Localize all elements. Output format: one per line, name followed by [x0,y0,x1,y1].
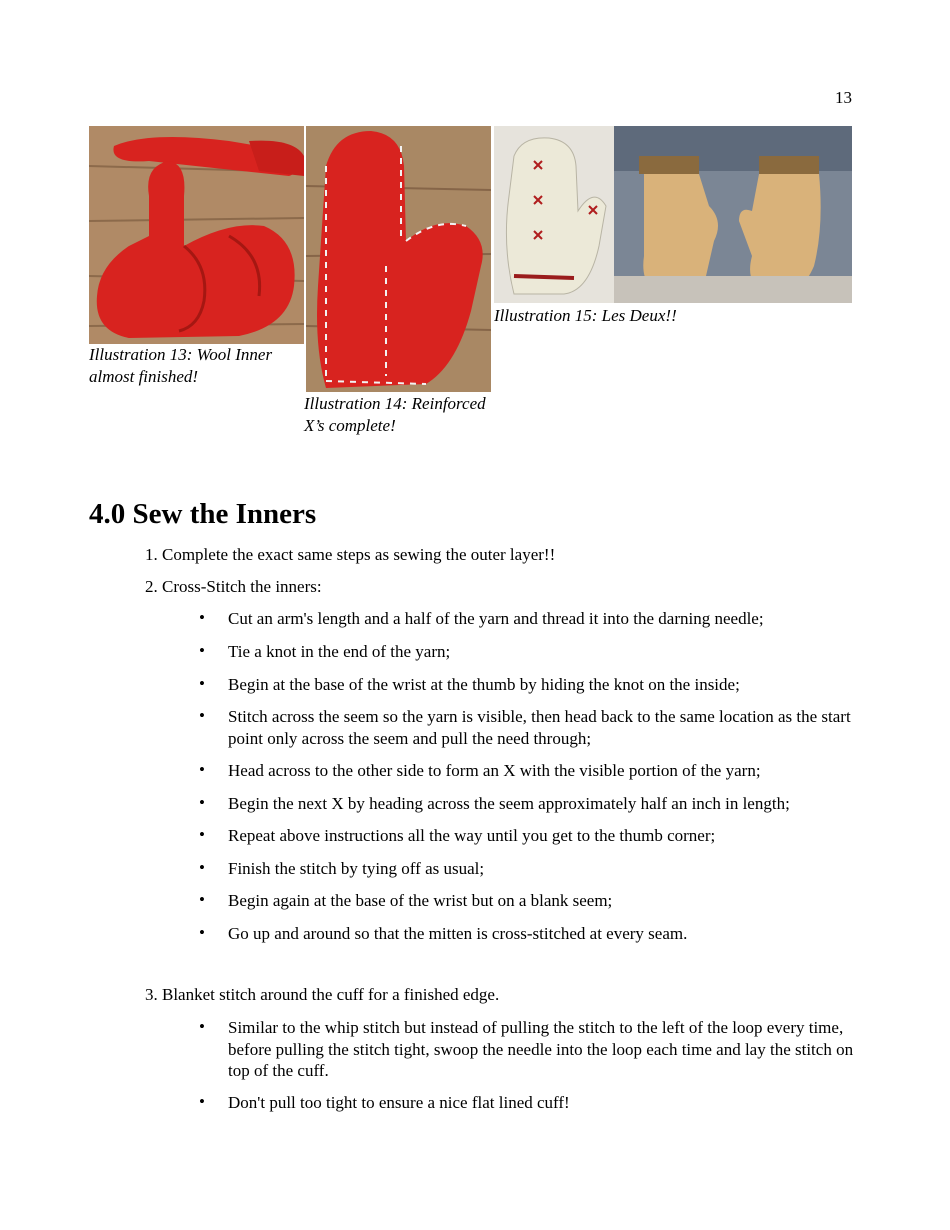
les-deux-photo [494,126,852,303]
bullet-glyph: • [199,674,205,693]
section-heading: 4.0 Sew the Inners [89,498,317,530]
step-2: 2. Cross-Stitch the inners: [145,577,322,596]
bullet-glyph: • [199,1017,205,1036]
list-item: Don't pull too tight to ensure a nice flat lined cuff! [228,1093,570,1112]
bullet-glyph: • [199,890,205,909]
reinforced-mitten-photo [306,126,491,392]
list-item: Begin again at the base of the wrist but on a blank seem; [228,891,613,910]
bullet-glyph: • [199,858,205,877]
list-item: Head across to the other side to form an X with the visible portion of the yarn; [228,761,761,780]
figure-15-caption: Illustration 15: Les Deux!! [494,306,677,325]
list-item: Stitch across the seem so the yarn is visible, then head back to the same location as the start point only across the seem and pull the need through; [228,707,851,748]
list-item: Go up and around so that the mitten is cross-stitched at every seam. [228,924,688,943]
bullet-glyph: • [199,793,205,812]
bullet-glyph: • [199,923,205,942]
list-item: Begin the next X by heading across the seem approximately half an inch in length; [228,794,790,813]
figure-13-caption: Illustration 13: Wool Inner almost finished! [89,345,273,386]
list-item: Finish the stitch by tying off as usual; [228,859,485,878]
bullet-glyph: • [199,825,205,844]
list-item: Tie a knot in the end of the yarn; [228,642,451,661]
list-item: Begin at the base of the wrist at the thumb by hiding the knot on the inside; [228,675,740,694]
list-item: Repeat above instructions all the way until you get to the thumb corner; [228,826,716,845]
list-item: Cut an arm's length and a half of the yarn and thread it into the darning needle; [228,609,764,628]
bullet-glyph: • [199,1092,205,1111]
bullet-glyph: • [199,706,205,725]
page-number: 13 [835,88,852,107]
list-item: Similar to the whip stitch but instead of pulling the stitch to the left of the loop every time, before pulling the stitch tight, swoop the needle into the loop each time and lay the stitch on top of the cuff. [228,1018,854,1080]
step-3: 3. Blanket stitch around the cuff for a finished edge. [145,985,500,1004]
bullet-glyph: • [199,760,205,779]
bullet-glyph: • [199,641,205,660]
figure-14-caption: Illustration 14: Reinforced X’s complete! [304,394,486,435]
bullet-glyph: • [199,608,205,627]
step-1: 1. Complete the exact same steps as sewing the outer layer!! [145,545,556,564]
wool-inner-photo [89,126,304,344]
